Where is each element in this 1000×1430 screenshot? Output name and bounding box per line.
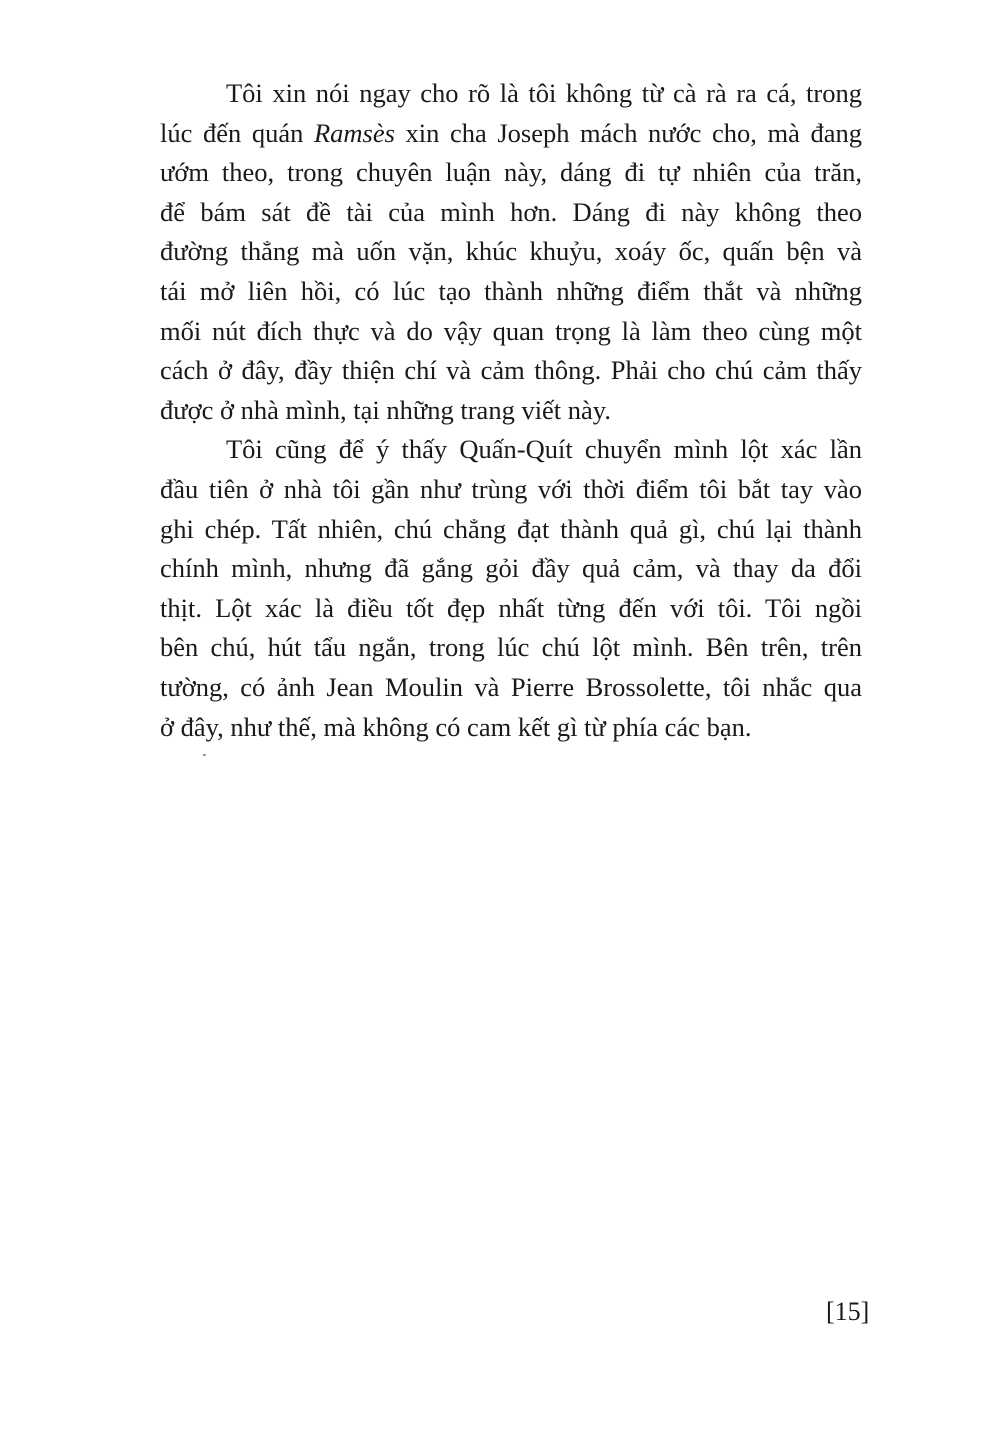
paragraph-1-line-7: mối nút đích thực và do vậy quan trọng là làm theo cùng một	[160, 315, 862, 346]
paragraph-2-line-6: bên chú, hút tẩu ngắn, trong lúc chú lột mình. Bên trên, trên	[160, 632, 862, 663]
paragraph-2-line-7: tường, có ảnh Jean Moulin và Pierre Brossolette, tôi nhắc qua	[160, 671, 862, 702]
paragraph-1-line-6: tái mở liên hồi, có lúc tạo thành những điểm thắt và những	[160, 275, 862, 306]
paragraph-1-line-3: ướm theo, trong chuyên luận này, dáng đi tự nhiên của trăn,	[160, 157, 862, 188]
paragraph-1-line-9: được ở nhà mình, tại những trang viết này.	[160, 394, 611, 425]
line-2-rest: xin cha Joseph mách nước cho, mà đang	[394, 117, 862, 148]
line-2-start: lúc đến quán	[160, 117, 314, 148]
paragraph-2-line-1: Tôi cũng để ý thấy Quấn-Quít chuyển mình lột xác lần	[226, 434, 862, 465]
paragraph-2-line-8: ở đây, như thế, mà không có cam kết gì từ phía các bạn.	[160, 711, 752, 742]
scan-speck	[203, 754, 206, 756]
cafe-name-italic: Ramsès	[313, 117, 395, 148]
paragraph-1-line-2	[160, 114, 862, 154]
body-text	[160, 74, 862, 747]
paragraph-1-line-4: để bám sát đề tài của mình hơn. Dáng đi này không theo	[160, 196, 862, 227]
paragraph-1-line-1: Tôi xin nói ngay cho rõ là tôi không từ cà rà ra cá, trong	[226, 78, 862, 108]
paragraph-2-line-5: thịt. Lột xác là điều tốt đẹp nhất từng đến với tôi. Tôi ngồi	[160, 592, 862, 623]
paragraph-1-line-5: đường thẳng mà uốn vặn, khúc khuỷu, xoáy ốc, quấn bện và	[160, 236, 862, 267]
paragraph-2-line-2: đầu tiên ở nhà tôi gần như trùng với thời điểm tôi bắt tay vào	[160, 473, 862, 504]
paragraph-2-line-3: ghi chép. Tất nhiên, chú chẳng đạt thành quả gì, chú lại thành	[160, 513, 862, 544]
page-number: [15]	[826, 1297, 870, 1326]
paragraph-2-line-4: chính mình, nhưng đã gắng gỏi đầy quả cảm, và thay da đổi	[160, 553, 862, 584]
paragraph-1-line-8: cách ở đây, đầy thiện chí và cảm thông. Phải cho chú cảm thấy	[160, 355, 862, 386]
